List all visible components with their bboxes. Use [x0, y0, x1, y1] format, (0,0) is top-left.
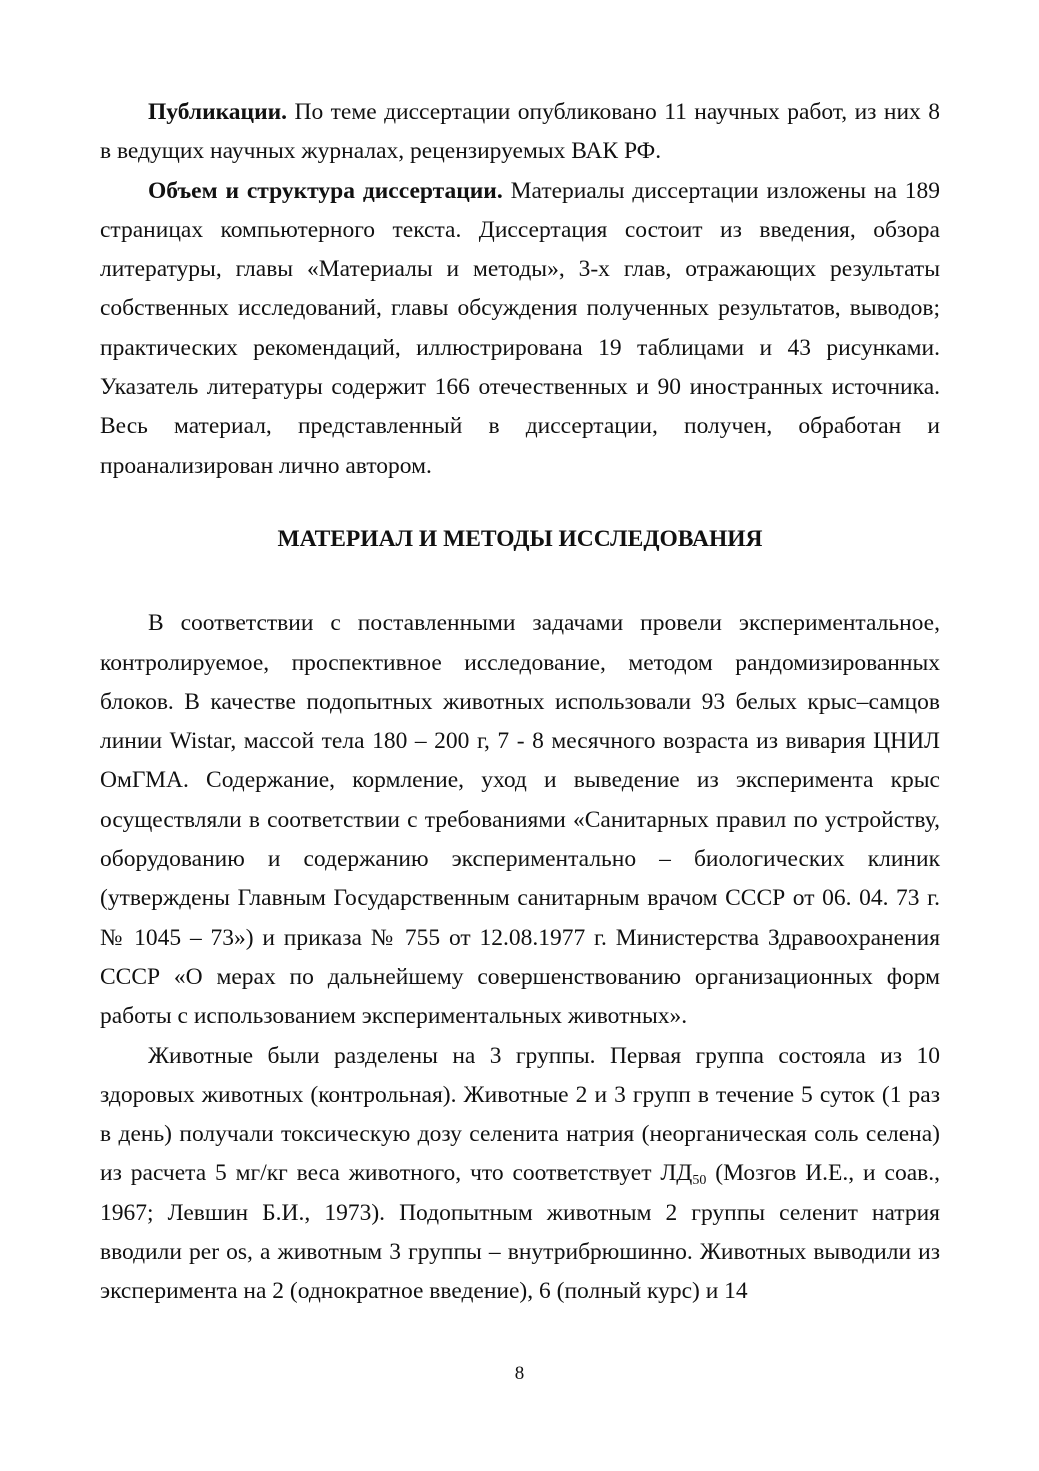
heading-spacer: [100, 559, 940, 604]
ld-subscript: 50: [692, 1173, 707, 1189]
groups-paragraph: [100, 1037, 940, 1312]
publications-label: Публикации.: [148, 99, 288, 125]
publications-text: По теме диссертации опубликовано 11 научных работ, из них 8 в ведущих научных журналах, рецензируемых ВАК РФ.: [100, 99, 940, 165]
structure-text: Материалы диссертации изложены на 189 страницах компьютерного текста. Диссертация состоит из введения, обзора литературы, главы «Материалы и методы», 3-х глав, отражающих результаты собственных исследований, главы обсуждения полученных результатов, выводов; практических рекомендаций, иллюстрирована 19 таблицами и 43 рисунками. Указатель литературы содержит 166 отечественных и 90 иностранных источника. Весь материал, представленный в диссертации, получен, обработан и проанализирован лично автором.: [100, 177, 940, 479]
publications-paragraph: [100, 93, 940, 172]
groups-text-start: Животные были разделены на 3 группы. Первая группа состояла из 10 здоровых животных (контрольная). Животные 2 и 3 групп в течение 5 суток (1 раз в день) получали токсическую дозу селенита натрия (неорганическая соль селена) из расчета 5 мг/кг веса животного, что соответствует ЛД: [100, 1042, 940, 1187]
page-number: 8: [514, 1363, 525, 1384]
structure-label: Объем и структура диссертации.: [148, 177, 503, 204]
document-page: [100, 93, 940, 1312]
section-heading: МАТЕРИАЛ И МЕТОДЫ ИССЛЕДОВАНИЯ: [277, 525, 763, 552]
groups-text-end: (Мозгов И.Е., и соав., 1967; Левшин Б.И., 1973). Подопытным животным 2 группы селенит натрия вводили per os, а животным 3 группы – внутрибрюшинно. Животных выводили из эксперимента на 2 (однократное введение), 6 (полный курс) и 14: [100, 1160, 940, 1305]
methods-paragraph: В соответствии с поставленными задачами провели экспериментальное, контролируемое, проспективное исследование, методом рандомизированных блоков. В качестве подопытных животных использовали 93 белых крыс–самцов линии Wistar, массой тела 180 – 200 г, 7 - 8 месячного возраста из вивария ЦНИЛ ОмГМА. Содержание, кормление, уход и выведение из эксперимента крыс осуществляли в соответствии с требованиями «Санитарных правил по устройству, оборудованию и содержанию экспериментально – биологических клиник (утверждены Главным Государственным санитарным врачом СССР от 06. 04. 73 г. № 1045 – 73») и приказа № 755 от 12.08.1977 г. Министерства Здравоохранения СССР «О мерах по дальнейшему совершенствованию организационных форм работы с использованием экспериментальных животных».: [100, 610, 940, 1030]
structure-paragraph: [100, 172, 940, 486]
